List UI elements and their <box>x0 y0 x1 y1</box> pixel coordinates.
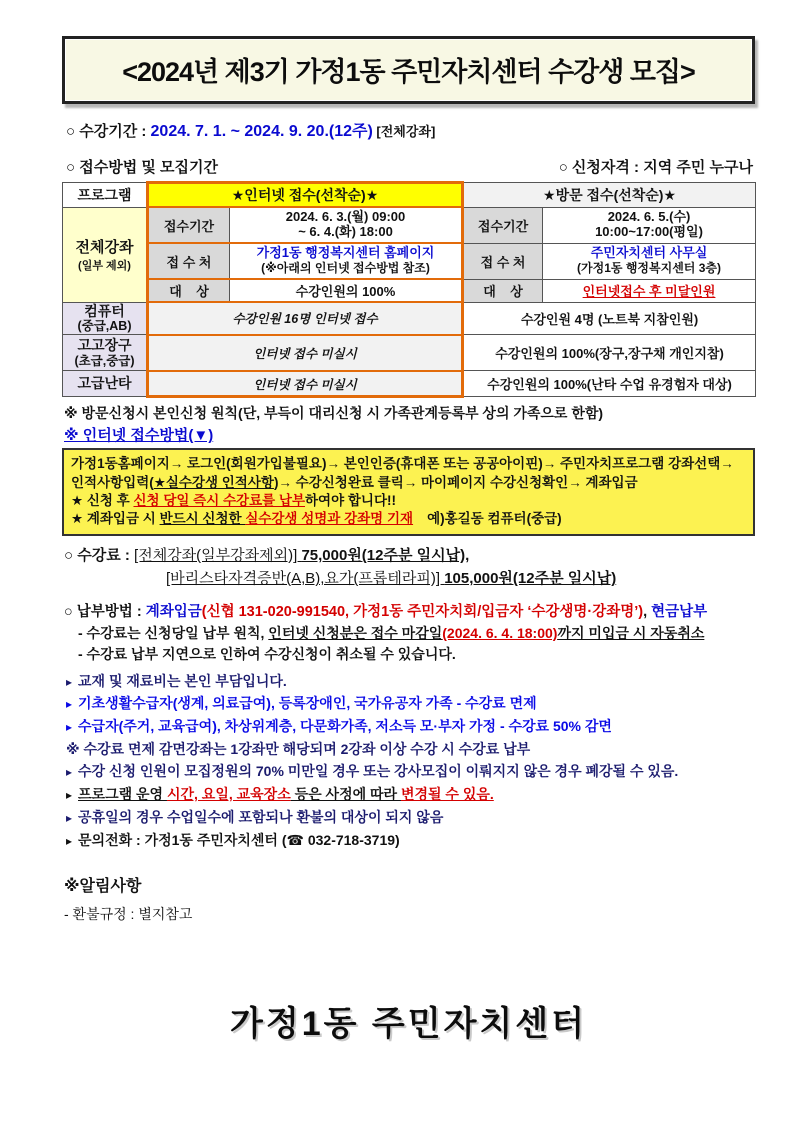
visit-place-label: 접 수 처 <box>463 243 543 279</box>
registration-table <box>62 181 756 398</box>
table-header-program: 프로그램 <box>63 183 148 208</box>
fee-line1-amount: 75,000원(12주분 일시납), <box>301 547 470 565</box>
visit-period-label: 접수기간 <box>463 207 543 243</box>
fee-line2 <box>166 567 755 588</box>
method-line4-b: 반드시 신청한 <box>159 510 246 526</box>
triangle-bullet-icon: ▸ <box>66 833 73 848</box>
program-name-line1: 고고장구 <box>77 336 132 353</box>
method-line2-a: 인적사항입력( <box>71 474 154 490</box>
notice-title: <2024년 제3기 가정1동 주민자치센터 수강생 모집> <box>122 57 695 87</box>
visit-period-line1: 2024. 6. 5.(수) <box>607 209 691 225</box>
net-target-label: 대 상 <box>148 279 230 302</box>
visit-place-line1: 주민자치센터 사무실 <box>590 245 708 261</box>
visit-period-value <box>543 207 756 243</box>
fee-line1-bracket: [전체강좌(일부강좌제외)] <box>134 547 302 565</box>
net-target-value: 수강인원의 100% <box>230 279 463 302</box>
visit-application-note: ※ 방문신청시 본인신청 원칙(단, 부득이 대리신청 시 가족관계등록부 상의 가족으로 한함) <box>64 405 604 422</box>
refund-policy-item: - 환불규정 : 별지참고 <box>64 906 193 923</box>
note-change-b: 시간, 요일, 교육장소 <box>166 786 291 803</box>
visit-target-value: 인터넷접수 후 미달인원 <box>543 279 756 302</box>
section-header-row <box>66 156 753 177</box>
course-period-suffix: [전체강좌] <box>372 124 436 139</box>
net-period-line2: ~ 6. 4.(화) 18:00 <box>298 224 393 239</box>
fee-label: ○ 수강료 : <box>64 547 135 565</box>
net-place-value <box>230 243 463 279</box>
net-place-line1: 가정1동 행정복지센터 홈페이지 <box>256 245 435 261</box>
method-line2-b: ★실수강생 인적사항 <box>153 474 274 490</box>
program-janggu-net: 인터넷 접수 미실시 <box>148 335 463 371</box>
footer-org-name: 가정1동 주민자치센터 <box>230 1005 587 1044</box>
method-line4-c: 실수강생 성명과 강좌명 기재 <box>245 510 414 526</box>
fee-line1 <box>64 544 755 565</box>
net-period-label: 접수기간 <box>148 207 230 243</box>
program-name-computer <box>63 302 148 335</box>
note-discount-text: 수급자(주거, 교육급여), 차상위계층, 다문화가족, 저소득 모·부자 가정 - 수강료 50% 감면 <box>78 718 612 735</box>
note-materials <box>66 670 755 693</box>
payment-deadline: (2024. 6. 4. 18:00) <box>442 625 558 642</box>
note-exempt-text: 기초생활수급자(생계, 의료급여), 등록장애인, 국가유공자 가족 - 수강료 면제 <box>78 695 537 712</box>
note-discount <box>66 715 755 738</box>
note-contact <box>66 829 755 852</box>
table-cell-all-courses <box>63 207 148 302</box>
visit-period-line2: 10:00~17:00(평일) <box>595 224 703 239</box>
program-janggu-visit: 수강인원의 100%(장구,장구채 개인지참) <box>463 335 756 371</box>
program-name-janggu <box>63 335 148 371</box>
method-line3-a: ★ 신청 후 <box>71 492 134 508</box>
payment-account: (신협 131-020-991540, 가정1동 주민자치회/입금자 ‘수강생명·강좌명’) <box>201 604 644 621</box>
payment-line2-b: 인터넷 신청분은 접수 마감일 <box>268 625 443 642</box>
program-name-line2: (중급,AB) <box>77 319 132 334</box>
visit-place-value <box>543 243 756 279</box>
course-period-label: ○ 수강기간 : <box>66 123 151 140</box>
note-change-c: 등은 사정에 따라 <box>290 786 401 803</box>
internet-method-box <box>62 448 755 536</box>
note-holiday-text: 공휴일의 경우 수업일수에 포함되나 환불의 대상이 되지 않음 <box>78 808 444 825</box>
program-computer-visit: 수강인원 4명 (노트북 지참인원) <box>463 302 756 335</box>
payment-transfer: 계좌입금 <box>145 604 202 621</box>
program-computer-net: 수강인원 16명 인터넷 접수 <box>148 302 463 335</box>
note-materials-text: 교재 및 재료비는 본인 부담입니다. <box>78 672 287 689</box>
note-change-d: 변경될 수 있음. <box>400 786 494 803</box>
notice-title-box <box>62 36 755 104</box>
announcement-title: ※알림사항 <box>64 878 142 896</box>
table-header-internet: ★인터넷 접수(선착순)★ <box>148 183 463 208</box>
program-nanta-visit: 수강인원의 100%(난타 수업 유경험자 대상) <box>463 371 756 397</box>
visit-target-label: 대 상 <box>463 279 543 302</box>
triangle-bullet-icon: ▸ <box>66 788 73 803</box>
payment-comma: , <box>643 604 652 621</box>
triangle-bullet-icon: ▸ <box>66 697 73 712</box>
payment-line2 <box>78 623 755 643</box>
fee-section <box>64 544 755 588</box>
note-exempt-limit: ※ 수강료 면제 감면강좌는 1강좌만 해당되며 2강좌 이상 수강 시 수강료 납부 <box>66 740 531 757</box>
net-place-line2: (※아래의 인터넷 접수방법 참조) <box>261 261 430 275</box>
triangle-bullet-icon: ▸ <box>66 720 73 735</box>
net-place-label: 접 수 처 <box>148 243 230 279</box>
all-courses-label: 전체강좌 <box>75 239 134 256</box>
method-line4-d: 예)홍길동 컴퓨터(중급) <box>427 510 562 526</box>
payment-label: ○ 납부방법 : <box>64 604 146 621</box>
method-line4-a: ★ 계좌입금 시 <box>71 510 160 526</box>
payment-section <box>64 602 755 664</box>
contact-phone-text: 문의전화 : 가정1동 주민자치센터 (☎ 032-718-3719) <box>78 831 400 848</box>
payment-line1 <box>64 602 755 623</box>
visit-place-line2: (가정1동 행정복지센터 3층) <box>577 261 721 275</box>
payment-cash: 현금납부 <box>651 604 708 621</box>
note-exempt <box>66 692 755 715</box>
section-qualify-title: ○ 신청자격 : 지역 주민 누구나 <box>558 159 753 176</box>
internet-method-title: ※ 인터넷 접수방법(▼) <box>64 427 214 445</box>
section-method-title: ○ 접수방법 및 모집기간 <box>66 159 218 176</box>
program-name-nanta: 고급난타 <box>63 371 148 397</box>
note-schedule-change <box>66 783 755 806</box>
fee-line2-amount: 105,000원(12주분 일시납) <box>444 570 617 588</box>
announcement-section <box>64 873 755 924</box>
payment-line2-a: - 수강료는 신청당일 납부 원칙, <box>78 625 269 642</box>
note-holiday <box>66 806 755 829</box>
notes-list <box>66 670 755 851</box>
payment-line2-d: 까지 미입금 시 자동취소 <box>557 625 705 642</box>
payment-line3: - 수강료 납부 지연으로 인하여 수강신청이 취소될 수 있습니다. <box>78 645 456 662</box>
note-cancellation-text: 수강 신청 인원이 모집정원의 70% 미만일 경우 또는 강사모집이 이뤄지지 않은 경우 폐강될 수 있음. <box>78 763 679 780</box>
note-cancellation <box>66 760 755 783</box>
method-step-line2 <box>71 474 746 492</box>
all-courses-sub: (일부 제외) <box>78 260 131 272</box>
net-period-line1: 2024. 6. 3.(월) 09:00 <box>285 209 406 225</box>
triangle-bullet-icon: ▸ <box>66 765 73 780</box>
method-line3-c: 하여야 합니다!! <box>304 492 396 508</box>
course-period-line <box>66 118 755 141</box>
triangle-bullet-icon: ▸ <box>66 810 73 825</box>
table-header-visit: ★방문 접수(선착순)★ <box>463 183 756 208</box>
program-nanta-net: 인터넷 접수 미실시 <box>148 371 463 397</box>
triangle-bullet-icon: ▸ <box>66 674 73 689</box>
method-warning-pay <box>71 492 746 510</box>
method-step-line1: 가정1동홈페이지→ 로그인(회원가입불필요)→ 본인인증(휴대폰 또는 공공아이핀)→ 주민자치프로그램 강좌선택→ <box>71 456 734 472</box>
method-line2-c: )→ 수강신청완료 클릭→ 마이페이지 수강신청확인→ 계좌입금 <box>273 474 638 490</box>
program-name-line2: (초급,중급) <box>74 353 135 368</box>
program-name-line1: 컴퓨터 <box>84 302 125 319</box>
net-period-value <box>230 207 463 243</box>
fee-line2-bracket: [바리스타자격증반(A,B),요가(프롭테라피)] <box>166 570 445 588</box>
course-period-value: 2024. 7. 1. ~ 2024. 9. 20.(12주) <box>150 123 373 140</box>
note-change-a: 프로그램 운영 <box>78 786 167 803</box>
method-warning-name <box>71 510 746 528</box>
method-line3-b: 신청 당일 즉시 수강료를 납부 <box>133 492 305 508</box>
